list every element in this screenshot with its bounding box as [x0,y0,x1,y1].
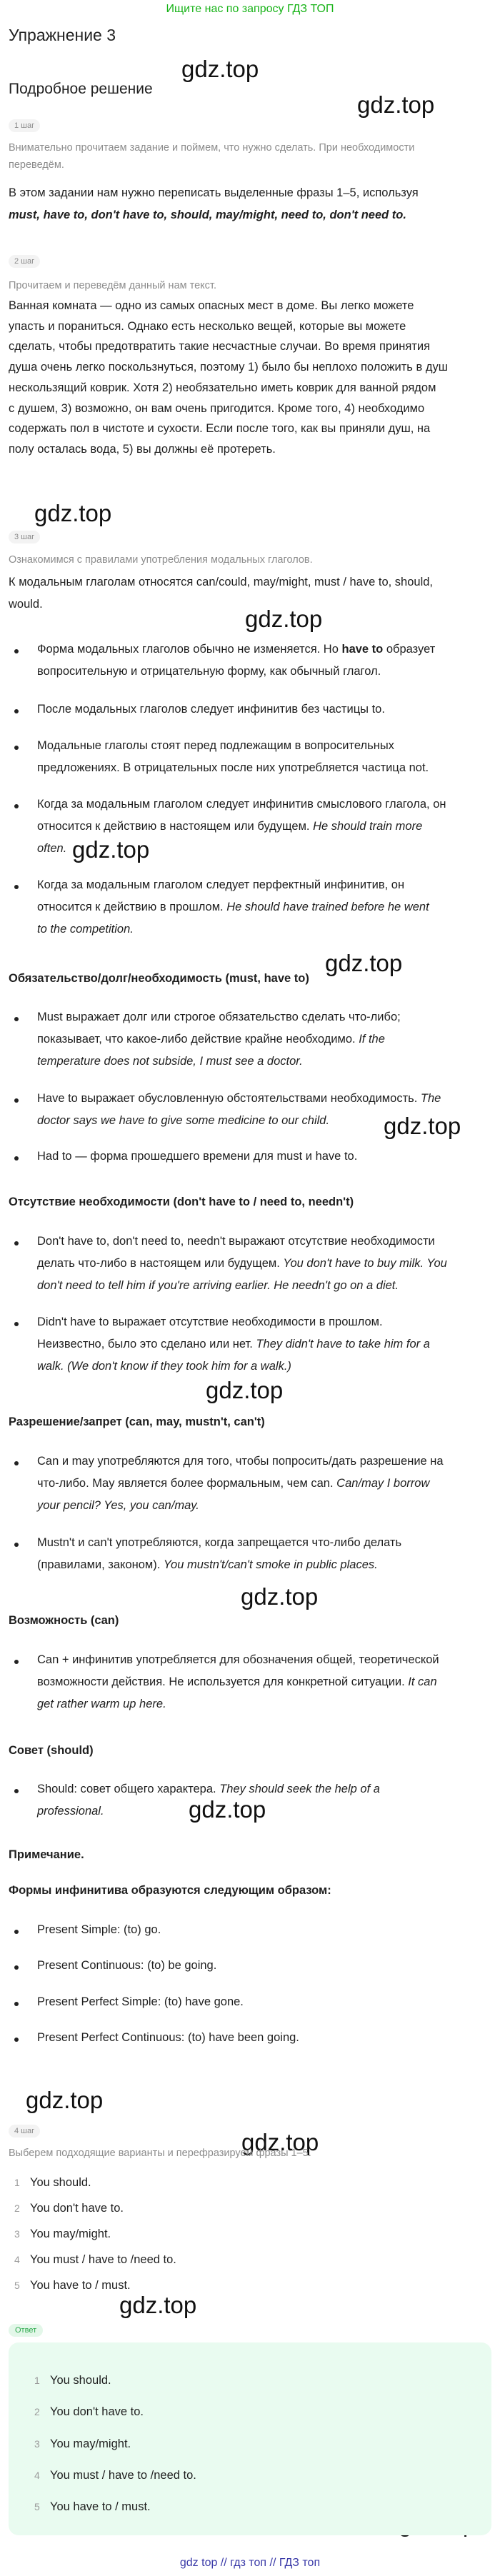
list-item: Didn't have to выражает отсутствие необходимости в прошлом. Неизвестно, было это сделано или нет. They didn't have to take him for a walk. (We don't know if they took him for a walk.) [37,1315,430,1373]
section-heading: Обязательство/долг/необходимость (must, have to) [9,972,309,985]
watermark: gdz.top [26,2087,104,2113]
list-item: Mustn't и can't употребляются, когда запрещается что-либо делать (правилами, законом). You mustn't/can't smoke in public places. [37,1536,402,1571]
bullet-dot [14,2002,19,2006]
step-text: К модальным глаголам относятся can/could, may/might, must / have to, should, would. [9,576,434,611]
list-item: Have to выражает обусловленную обстоятельствами необходимость. The doctor says we have to give some medicine to our child. [37,1092,441,1127]
section-heading: Отсутствие необходимости (don't have to / need to, needn't) [9,1196,354,1208]
list-item: Present Perfect Continuous: (to) have been going. [37,2031,299,2044]
list-item: 1 You should. [14,2176,91,2189]
step-intro: Прочитаем и переведём данный нам текст. [9,280,216,291]
bullet-dot [14,1241,19,1246]
step-badge: 2 шаг [9,255,40,268]
list-item: Форма модальных глаголов обычно не изменяется. Но have to образует вопросительную и отрицательную форму, как обычный глагол. [37,643,436,678]
section-heading: Формы инфинитива образуются следующим образом: [9,1884,331,1897]
list-item: Present Continuous: (to) be going. [37,1959,217,1972]
answer-item: 3 You may/might. [34,2437,131,2450]
step-badge: 4 шаг [9,2125,40,2138]
bullet-dot [14,1098,19,1103]
bullet-dot [14,1789,19,1793]
list-item: Don't have to, don't need to, needn't выражают отсутствие необходимости делать что-либо в настоящем или будущем. You don't have to buy milk. You don't need to tell him if you're arriving earlier. He needn't go on a diet. [37,1235,447,1292]
exercise-title: Упражнение 3 [9,26,116,44]
watermark: gdz.top [34,500,112,526]
list-item: 2 You don't have to. [14,2202,124,2215]
list-item: Can и may употребляются для того, чтобы попросить/дать разрешение на что-либо. May является более формальным, чем can. Can/may I borrow your pencil? Yes, you can/may. [37,1455,444,1512]
list-item: Present Perfect Simple: (to) have gone. [37,1995,244,2008]
list-item: Must выражает долг или строгое обязательство сделать что-либо; показывает, что какое-либо действие крайне необходимо. If the temperature does not subside, I must see a doctor. [37,1011,401,1068]
bullet-dot [14,1322,19,1326]
watermark: gdz.top [181,56,259,82]
section-heading: Примечание. [9,1848,84,1861]
watermark: gdz.top [119,2292,197,2318]
list-item: Had to — форма прошедшего времени для must и have to. [37,1150,358,1163]
promo-link[interactable]: Ищите нас по запросу ГДЗ ТОП [166,3,334,15]
list-item: Can + инфинитив употребляется для обозначения общей, теоретической возможности действия. Не используется для конкретной ситуации. It can get rather warm up here. [37,1653,439,1710]
watermark: gdz.top [189,1796,266,1823]
watermark: gdz.top [325,950,403,976]
step-intro: Ознакомимся с правилами употребления модальных глаголов. [9,554,313,566]
watermark: gdz.top [241,1583,319,1610]
step-badge: 1 шаг [9,119,40,132]
section-heading: Разрешение/запрет (can, may, mustn't, can't) [9,1415,265,1428]
watermark: gdz.top [245,606,323,632]
bullet-dot [14,649,19,653]
translation-text: Ванная комната — одно из самых опасных мест в доме. Вы легко можете упасть и пораниться. Однако есть несколько вещей, которые вы можете сделать, чтобы предотвратить такие несчастные случаи. Во время принятия душа очень легко поскользнуться, поэтому 1) было бы неплохо положить в душ нескользящий коврик. Хотя 2) необязательно иметь коврик для ванной рядом с душем, 3) возможно, он вам очень пригодится. Кроме того, 4) необходимо содержать пол в чистоте и сухости. Если после того, как вы приняли душ, на полу осталась вода, 5) вы должны её протереть. [9,299,448,456]
bullet-dot [14,1930,19,1934]
watermark: gdz.top [357,91,435,118]
step-text: В этом задании нам нужно переписать выделенные фразы 1–5, используя must, have to, don't have to, should, may/might, need to, don't need to. [9,186,419,221]
section-heading: Возможность (can) [9,1614,119,1627]
bullet-dot [14,1461,19,1465]
list-item: Модальные глаголы стоят перед подлежащим в вопросительных предложениях. В отрицательных после них употребляется частица not. [37,739,429,774]
section-heading: Совет (should) [9,1744,94,1757]
step-intro: Выберем подходящие варианты и перефразируем фразы 1–5. [9,2147,311,2159]
bullet-dot [14,746,19,750]
bullet-dot [14,709,19,713]
watermark: gdz.top [384,1113,461,1139]
answer-item: 4 You must / have to /need to. [34,2469,196,2482]
watermark: gdz.top [72,836,150,863]
watermark: gdz.top [206,1377,284,1403]
list-item: Should: совет общего характера. They should seek the help of a professional. [37,1783,380,1818]
footer-links[interactable]: gdz top // гдз топ // ГДЗ топ [179,2557,321,2569]
answer-item: 5 You have to / must. [34,2500,151,2513]
bullet-dot [14,885,19,889]
bullet-dot [14,1965,19,1970]
list-item: 5 You have to / must. [14,2279,131,2292]
bullet-dot [14,804,19,808]
list-item: 4 You must / have to /need to. [14,2253,176,2266]
answer-item: 2 You don't have to. [34,2405,144,2418]
list-item: Когда за модальным глаголом следует перфектный инфинитив, он относится к действию в прошлом. He should have trained before he went to the competition. [37,878,429,936]
solution-title: Подробное решение [9,81,153,97]
list-item: Present Simple: (to) go. [37,1923,161,1936]
answer-item: 1 You should. [34,2374,111,2387]
bullet-dot [14,1543,19,1547]
step-badge: 3 шаг [9,531,40,543]
bullet-dot [14,1660,19,1664]
bullet-dot [14,1017,19,1021]
list-item: 3 You may/might. [14,2227,111,2240]
bullet-dot [14,1156,19,1161]
answer-badge: Ответ [9,2324,43,2337]
list-item: Когда за модальным глаголом следует инфинитив смыслового глагола, он относится к действию в настоящем или будущем. He should train more often. [37,798,446,855]
watermark: gdz.top [241,2129,319,2155]
bullet-dot [14,2038,19,2042]
step-intro: Внимательно прочитаем задание и поймем, что нужно сделать. При необходимости переведём. [9,142,415,171]
list-item: После модальных глаголов следует инфинитив без частицы to. [37,703,385,716]
